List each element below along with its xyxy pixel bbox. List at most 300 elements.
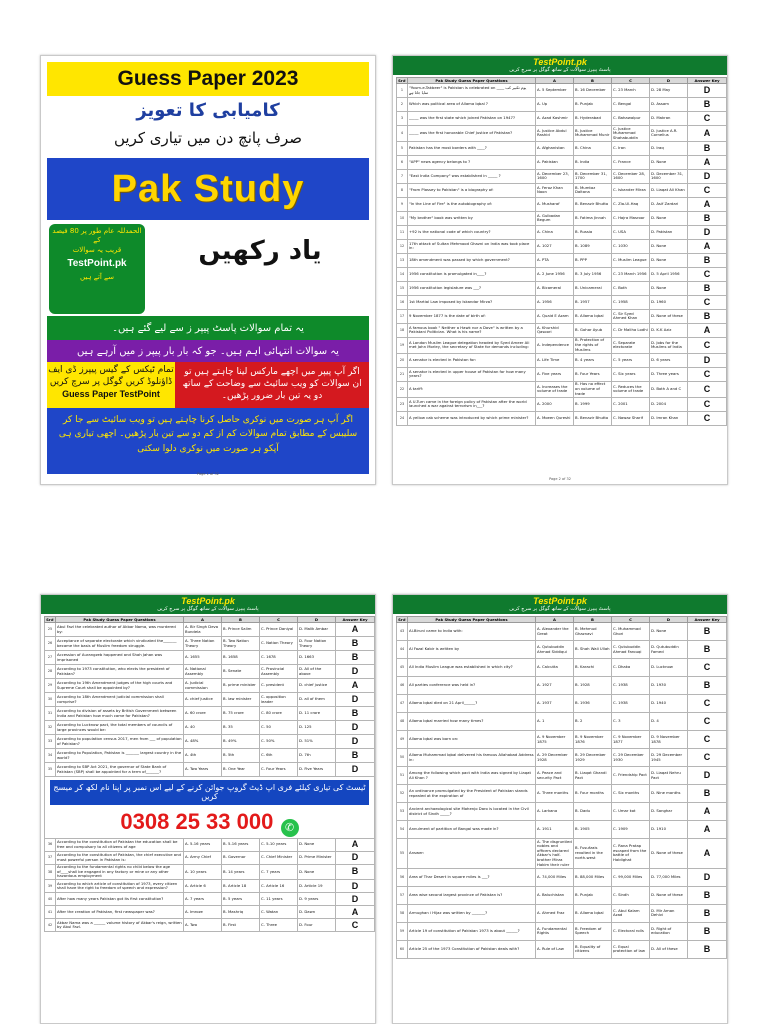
option-b: B. Mumtaz Daltana — [574, 183, 612, 197]
option-d: D. Justice A.R. Cornelius — [650, 126, 688, 142]
questions-page-2 — [392, 55, 728, 485]
question-number: 46 — [397, 677, 408, 695]
question-text: According to 18th Amendment judicial commission shall comprise? — [56, 693, 184, 707]
option-d: D. K.K Aziz — [650, 323, 688, 337]
table-row — [397, 623, 727, 641]
option-c: C. Abul Kalam Azad — [612, 904, 650, 922]
question-number: 4 — [397, 126, 408, 142]
question-number: 19 — [397, 337, 408, 353]
option-b: B. Benazir Bhutto — [574, 411, 612, 425]
option-c: C. 1030 — [612, 239, 650, 253]
question-text: Area wise second largest province of Pakistan is? — [408, 886, 536, 904]
answer-key: C — [688, 397, 727, 411]
question-text: According to the constitution of Pakistan the education shall be free and compulsory to all citizens of age — [56, 838, 184, 851]
question-number: 9 — [397, 197, 408, 211]
table-row — [397, 821, 727, 839]
cover-red-box: اگر آپ پیپر میں اچھے مارکس لینا چاہتے ہیں تو ان سوالات کو ویب سائیٹ سے وضاحت کے ساتھ دو یہ تین بار ضرور پڑھیں۔ — [175, 362, 369, 408]
banner-tagline: پاسٹ پیپرز سوالات کے ساتھ گوگل پر سرچ کریں — [509, 606, 611, 612]
answer-key: B — [336, 637, 375, 651]
option-a: A. Gulbadan Begum — [536, 211, 574, 225]
question-text: Among the following which pact with India was signed by Liaqat Ali Khan ? — [408, 767, 536, 785]
table-row — [45, 693, 375, 707]
cover-brand: Pak Study — [47, 158, 369, 220]
question-number: 15 — [397, 281, 408, 295]
table-row — [45, 893, 375, 906]
cover-footer: Page 1 of 32 — [197, 472, 219, 476]
header-number: Sr# — [46, 617, 54, 622]
answer-key: B — [688, 904, 727, 922]
question-number: 21 — [397, 367, 408, 381]
answer-key: D — [336, 893, 375, 906]
option-a: A. PTA — [536, 253, 574, 267]
option-c: C. Muslim League — [612, 253, 650, 267]
question-text: All parties conference was held in? — [408, 677, 536, 695]
option-d: D. Asif Zardari — [650, 197, 688, 211]
question-text: According to SBP Act 2021, the governor of State Bank of Pakistan (SBP) shall be appointed for a term of_______? — [56, 763, 184, 777]
cover-badge — [49, 224, 145, 314]
question-number: 6 — [397, 155, 408, 169]
header-b: B — [222, 617, 260, 623]
option-a: A. 48% — [184, 735, 222, 749]
option-c: C. France — [612, 155, 650, 169]
answer-key: D — [688, 84, 727, 98]
question-text: An ordinance promulgated by the President of Pakistan stands repealed at the expiration of — [408, 785, 536, 803]
option-b: B. 2 — [574, 713, 612, 731]
option-a: A. 2000 — [536, 397, 574, 411]
answer-key: C — [688, 695, 727, 713]
question-number: 11 — [397, 225, 408, 239]
option-a: A. Justice Abdul Rashid — [536, 126, 574, 142]
option-d: D. None — [650, 253, 688, 267]
option-d: D. 2004 — [650, 397, 688, 411]
answer-key: A — [688, 239, 727, 253]
question-text: "Youm-e-Takbeer" is Pakistan is celebrated on ____ یوم تکبیر کب منایا جاتا ہے — [408, 84, 536, 98]
question-number: 60 — [397, 940, 408, 958]
question-text: Acceptance of separate electorate which vindicated the_______ became the basis of Muslim freedom struggle. — [56, 637, 184, 651]
option-a: A. Two — [184, 919, 222, 932]
answer-key: B — [688, 98, 727, 112]
answer-key: A — [336, 838, 375, 851]
answer-key: B — [336, 749, 375, 763]
table-row — [397, 381, 727, 397]
ad-phone-number: 0308 25 33 000 — [120, 809, 274, 834]
table-row — [397, 367, 727, 381]
option-d: D. None — [650, 239, 688, 253]
page-banner — [41, 595, 375, 614]
option-c: C. Sir Syed Ahmed Khan — [612, 309, 650, 323]
answer-key: B — [336, 651, 375, 665]
header-answer: Answer Key — [336, 617, 375, 623]
option-d: D. 5 April 1956 — [650, 267, 688, 281]
table-row — [45, 864, 375, 880]
option-b: B. Punjab — [574, 886, 612, 904]
option-a: A. Musharaf — [536, 197, 574, 211]
question-number: 35 — [45, 763, 56, 777]
answer-key: D — [336, 693, 375, 707]
questions-table — [396, 77, 727, 426]
option-a: A. Bir Singh Deva Bundela — [184, 623, 222, 637]
table-row — [45, 851, 375, 864]
option-a: A. Ahmed Fraz — [536, 904, 574, 922]
option-d: D. Liaqat Nehru Pact — [650, 767, 688, 785]
table-row — [397, 411, 727, 425]
option-d: D. None — [650, 623, 688, 641]
option-d: D. Lucknow — [650, 659, 688, 677]
table-row — [397, 309, 727, 323]
table-row — [397, 904, 727, 922]
question-text: Which was political area of Allama Iqbal ? — [408, 98, 536, 112]
answer-key: B — [688, 281, 727, 295]
option-a: A. 74,000 Miles — [536, 868, 574, 886]
option-a: A. 1027 — [536, 239, 574, 253]
question-text: According to population census 2017, men from ___ of population of Pakistan? — [56, 735, 184, 749]
option-b: B. Dadu — [574, 803, 612, 821]
question-text: 17th attack of Sultan Mehmood Ghazni on India was took place in: — [408, 239, 536, 253]
option-b: B. Mehmud Ghaznavi — [574, 623, 612, 641]
table-row — [397, 253, 727, 267]
question-number: 28 — [45, 665, 56, 679]
answer-key: C — [688, 749, 727, 767]
question-number: 33 — [45, 735, 56, 749]
page-footer: Page 2 of 32 — [549, 477, 571, 481]
cover-purple-strip: یہ سوالات انتہائی اہم ہیں۔ جو کہ بار بار پیپر ز میں آرہے ہیں — [47, 340, 369, 362]
option-d: D. None — [298, 864, 336, 880]
question-text: Al Fazal Kabir is written by — [408, 641, 536, 659]
option-c: C. Umar kot — [612, 803, 650, 821]
yellow-english: Guess Paper TestPoint — [62, 389, 160, 400]
option-c: C. 5 years — [612, 353, 650, 367]
option-a: A. 1956 — [536, 295, 574, 309]
option-b: B. Allama Iqbal — [574, 904, 612, 922]
answer-key: B — [688, 211, 727, 225]
question-number: 30 — [45, 693, 56, 707]
question-number: 56 — [397, 868, 408, 886]
answer-key: B — [336, 864, 375, 880]
question-text: Al-Biruni came to India with: — [408, 623, 536, 641]
option-b: B. 75 crore — [222, 707, 260, 721]
question-number: 54 — [397, 821, 408, 839]
option-b: B. 5-16 years — [222, 838, 260, 851]
option-b: B. Shah Wali Ullah — [574, 641, 612, 659]
question-number: 40 — [45, 893, 56, 906]
option-c: C. 50 — [260, 721, 298, 735]
option-b: B. 1999 — [574, 397, 612, 411]
option-c: C. Iran — [612, 141, 650, 155]
option-c: C. Dhaka — [612, 659, 650, 677]
table-row — [397, 225, 727, 239]
option-d: D. None — [298, 838, 336, 851]
question-text: 1956 constitution legislature was ___? — [408, 281, 536, 295]
option-b: B. 14 years — [222, 864, 260, 880]
option-b: B. Liaqat Ghandi Pact — [574, 767, 612, 785]
option-b: B. Fatima Jinnah — [574, 211, 612, 225]
option-b: B. Four Years — [574, 367, 612, 381]
option-a: A. Life Time — [536, 353, 574, 367]
option-c: C. Six months — [612, 785, 650, 803]
option-a: A. December 23, 1600 — [536, 169, 574, 183]
table-row — [397, 337, 727, 353]
cover-urdu-header — [47, 96, 369, 158]
question-text: Annulment of partition of Bangal was made in? — [408, 821, 536, 839]
question-number: 48 — [397, 713, 408, 731]
option-b: B. Justice Muhammad Munir — [574, 126, 612, 142]
option-b: B. 1928 — [574, 677, 612, 695]
answer-key: B — [688, 309, 727, 323]
option-b: B. 4 years — [574, 353, 612, 367]
table-row — [45, 919, 375, 932]
option-c: C. 1938 — [612, 695, 650, 713]
option-c: C. Muhammad Ghori — [612, 623, 650, 641]
option-c: C. opposition leader — [260, 693, 298, 707]
option-c: C. 6th — [260, 749, 298, 763]
question-text: Pakistan has the most borders with ____? — [408, 141, 536, 155]
table-row — [397, 267, 727, 281]
table-row — [397, 767, 727, 785]
option-b: B. 1957 — [574, 295, 612, 309]
option-d: D. Three years — [650, 367, 688, 381]
option-b: B. Four months — [574, 785, 612, 803]
option-d: D. None of these — [650, 839, 688, 869]
option-a: A. 4th — [184, 749, 222, 763]
table-row — [397, 239, 727, 253]
option-d: D. All of the above — [298, 665, 336, 679]
option-c: C. 5-10 years — [260, 838, 298, 851]
option-b: B. Karachi — [574, 659, 612, 677]
table-row — [45, 679, 375, 693]
table-row — [397, 749, 727, 767]
question-number: 16 — [397, 295, 408, 309]
answer-key: C — [688, 367, 727, 381]
question-text: "East India Company" was established in _____ ? — [408, 169, 536, 183]
question-number: 45 — [397, 659, 408, 677]
header-number: Sr# — [398, 617, 406, 622]
header-d: D — [298, 617, 336, 623]
table-row — [397, 281, 727, 295]
table-row — [45, 651, 375, 665]
question-number: 12 — [397, 239, 408, 253]
option-d: D. 77,000 Miles — [650, 868, 688, 886]
option-b: B. Punjab — [574, 98, 612, 112]
option-d: D. 1940 — [650, 695, 688, 713]
answer-key: A — [688, 803, 727, 821]
whatsapp-ad — [45, 777, 375, 839]
option-c: C. December 28, 1600 — [612, 169, 650, 183]
question-number: 31 — [45, 707, 56, 721]
option-b: B. First — [222, 919, 260, 932]
banner-tagline: پاسٹ پیپرز سوالات کے ساتھ گوگل پر سرچ کریں — [157, 606, 259, 612]
option-c: C. 2001 — [612, 397, 650, 411]
option-a: A. 10 years — [184, 864, 222, 880]
header-a: A — [536, 617, 574, 623]
option-d: D. Four Nation Theory — [298, 637, 336, 651]
option-a: A. National Assembly — [184, 665, 222, 679]
table-row — [397, 785, 727, 803]
header-d: D — [650, 617, 688, 623]
option-a: A. The disgruntled nobles and officers declared Akbar's half-brother Mirza Hakim their ruler — [537, 838, 572, 867]
question-number: 8 — [397, 183, 408, 197]
question-number: 20 — [397, 353, 408, 367]
answer-key: A — [688, 323, 727, 337]
option-c: C. Three — [260, 919, 298, 932]
option-d: D. Sanghar — [650, 803, 688, 821]
option-b: B. 16 December — [574, 84, 612, 98]
option-a: A. 5-16 years — [184, 838, 222, 851]
question-number: 37 — [45, 851, 56, 864]
option-d: D. Qutubuddin Famed — [650, 641, 688, 659]
header-answer: Answer Key — [688, 78, 727, 84]
question-text: "In the Line of Fire" is the autobiography of: — [408, 197, 536, 211]
cover-remember-text: یاد رکھیں — [198, 236, 322, 266]
option-a: A. chief justice — [184, 693, 222, 707]
answer-key: C — [688, 295, 727, 309]
option-d: D. 6 years — [650, 353, 688, 367]
question-number: 43 — [397, 623, 408, 641]
option-c: C. Equal protection of law — [612, 940, 650, 958]
option-c: C. Article 16 — [260, 880, 298, 893]
question-text: A yellow cab scheme was introduced by which prime minister? — [408, 411, 536, 425]
table-row — [397, 112, 727, 126]
option-d: D. December 31, 1600 — [650, 169, 688, 183]
option-d: D. Nine months — [650, 785, 688, 803]
question-text: Allama Iqbal died on 21 April______? — [408, 695, 536, 713]
option-b: B. prime minister — [222, 679, 260, 693]
table-row — [45, 735, 375, 749]
option-b: B. One Year — [222, 763, 260, 777]
question-number: 1 — [397, 84, 408, 98]
option-a: A. 2 June 1956 — [536, 267, 574, 281]
answer-key: B — [688, 253, 727, 267]
option-b: B. 49% — [222, 735, 260, 749]
cover-middle-section — [47, 220, 369, 316]
option-a: A. Three months — [536, 785, 574, 803]
option-c: C. 50% — [260, 735, 298, 749]
option-c: C. Six years — [612, 367, 650, 381]
option-a: A. 1 — [536, 713, 574, 731]
question-number: 53 — [397, 803, 408, 821]
option-c: C. 23 March — [612, 84, 650, 98]
option-b: B. PPP — [574, 253, 612, 267]
option-c: C. Zia-Ul-Haq — [612, 197, 650, 211]
answer-key: C — [336, 919, 375, 932]
question-text: After the creation of Pakistan, first newspaper was? — [56, 906, 184, 919]
ad-row — [45, 777, 375, 839]
question-number: 26 — [45, 637, 56, 651]
question-text: Answer: — [408, 839, 536, 869]
table-row — [397, 922, 727, 940]
option-c: C. 99,000 Miles — [612, 868, 650, 886]
option-c: C. Watan — [260, 906, 298, 919]
question-text: According to Population, Pakistan is _______ largest country in the world? — [56, 749, 184, 763]
header-b: B — [574, 617, 612, 623]
table-row — [397, 323, 727, 337]
answer-key: D — [688, 225, 727, 239]
option-d: D. Liaqat Ali Khan — [650, 183, 688, 197]
option-d: D. 29 December 1945 — [650, 749, 688, 767]
option-c: C. Sindh — [612, 886, 650, 904]
question-number: 55 — [397, 839, 408, 869]
option-b: B. Hyderabad — [574, 112, 612, 126]
questions-table — [396, 616, 727, 959]
option-a: A. 1937 — [536, 695, 574, 713]
option-a: A. Article 6 — [184, 880, 222, 893]
option-c: C. Rana Pratap escaped from the battle of Haldighat — [612, 839, 650, 869]
option-a: A. Judicial commission — [184, 679, 222, 693]
option-a: A. Bicameral — [536, 281, 574, 295]
answer-key: C — [688, 411, 727, 425]
question-number: 22 — [397, 381, 408, 397]
question-text: +92 is the national code of which country? — [408, 225, 536, 239]
option-b: B. 1905 — [574, 821, 612, 839]
question-text: After how many years Pakistan got its first constitution? — [56, 893, 184, 906]
option-c: C. Justice Muhammad Shahabuddin — [612, 126, 650, 142]
answer-key: B — [336, 707, 375, 721]
answer-key: C — [688, 112, 727, 126]
option-d: D. 1930 — [650, 677, 688, 695]
option-a: A. Independence — [536, 337, 574, 353]
option-a: A. Five years — [536, 367, 574, 381]
option-d: D. Four — [298, 919, 336, 932]
answer-key: A — [336, 623, 375, 637]
table-row — [397, 155, 727, 169]
option-a: A. Moeen Qureshi — [536, 411, 574, 425]
yellow-urdu: تمام ٹیکس کے گیس پیپرز ڈی ایف ڈاؤنلوڈ کریں گوگل پر سرچ کریں — [48, 365, 174, 387]
table-row — [45, 906, 375, 919]
table-row — [45, 721, 375, 735]
question-number: 29 — [45, 679, 56, 693]
option-d: D. 9 years — [298, 893, 336, 906]
option-a: A. Fundamental Rights — [536, 922, 574, 940]
question-number: 39 — [45, 880, 56, 893]
option-d: D. Makran — [650, 112, 688, 126]
page-banner — [393, 595, 727, 614]
answer-key: C — [688, 381, 727, 397]
option-b: B. 29 December 1929 — [574, 749, 612, 767]
header-a: A — [536, 78, 574, 84]
table-row — [397, 295, 727, 309]
option-b: B. China — [574, 141, 612, 155]
option-d: D. chief justice — [298, 679, 336, 693]
option-b: B. 1658 — [222, 651, 260, 665]
option-d: D. 28 May — [650, 84, 688, 98]
questions-page-4 — [392, 594, 728, 1024]
option-b: B. Protection of the rights of Muslims — [574, 337, 612, 353]
option-c: C. 1958 — [612, 295, 650, 309]
question-number: 2 — [397, 98, 408, 112]
answer-key: A — [688, 821, 727, 839]
answer-key: B — [688, 677, 727, 695]
question-text: _____ was the first honorable Chief Justice of Pakistan? — [408, 126, 536, 142]
badge-site: TestPoint.pk — [67, 258, 127, 270]
badge-line-2: قریب یہ سوالات — [72, 245, 122, 254]
question-text: 1956 constitution is promulgated in____? — [408, 267, 536, 281]
page-banner — [393, 56, 727, 75]
table-row — [45, 880, 375, 893]
banner-site: TestPoint.pk — [533, 57, 587, 67]
table-row — [397, 886, 727, 904]
question-number: 41 — [45, 906, 56, 919]
option-d: D. 4 — [650, 713, 688, 731]
question-number: 32 — [45, 721, 56, 735]
option-d: D. None of these — [650, 309, 688, 323]
option-d: D. Prime Minister — [298, 851, 336, 864]
table-row — [397, 126, 727, 142]
option-a: A. Feroz Khan Noon — [536, 183, 574, 197]
option-c: C. Nawaz Sharif — [612, 411, 650, 425]
question-number: 3 — [397, 112, 408, 126]
option-c: C. 9 November 1877 — [612, 731, 650, 749]
table-row — [397, 677, 727, 695]
question-number: 59 — [397, 922, 408, 940]
